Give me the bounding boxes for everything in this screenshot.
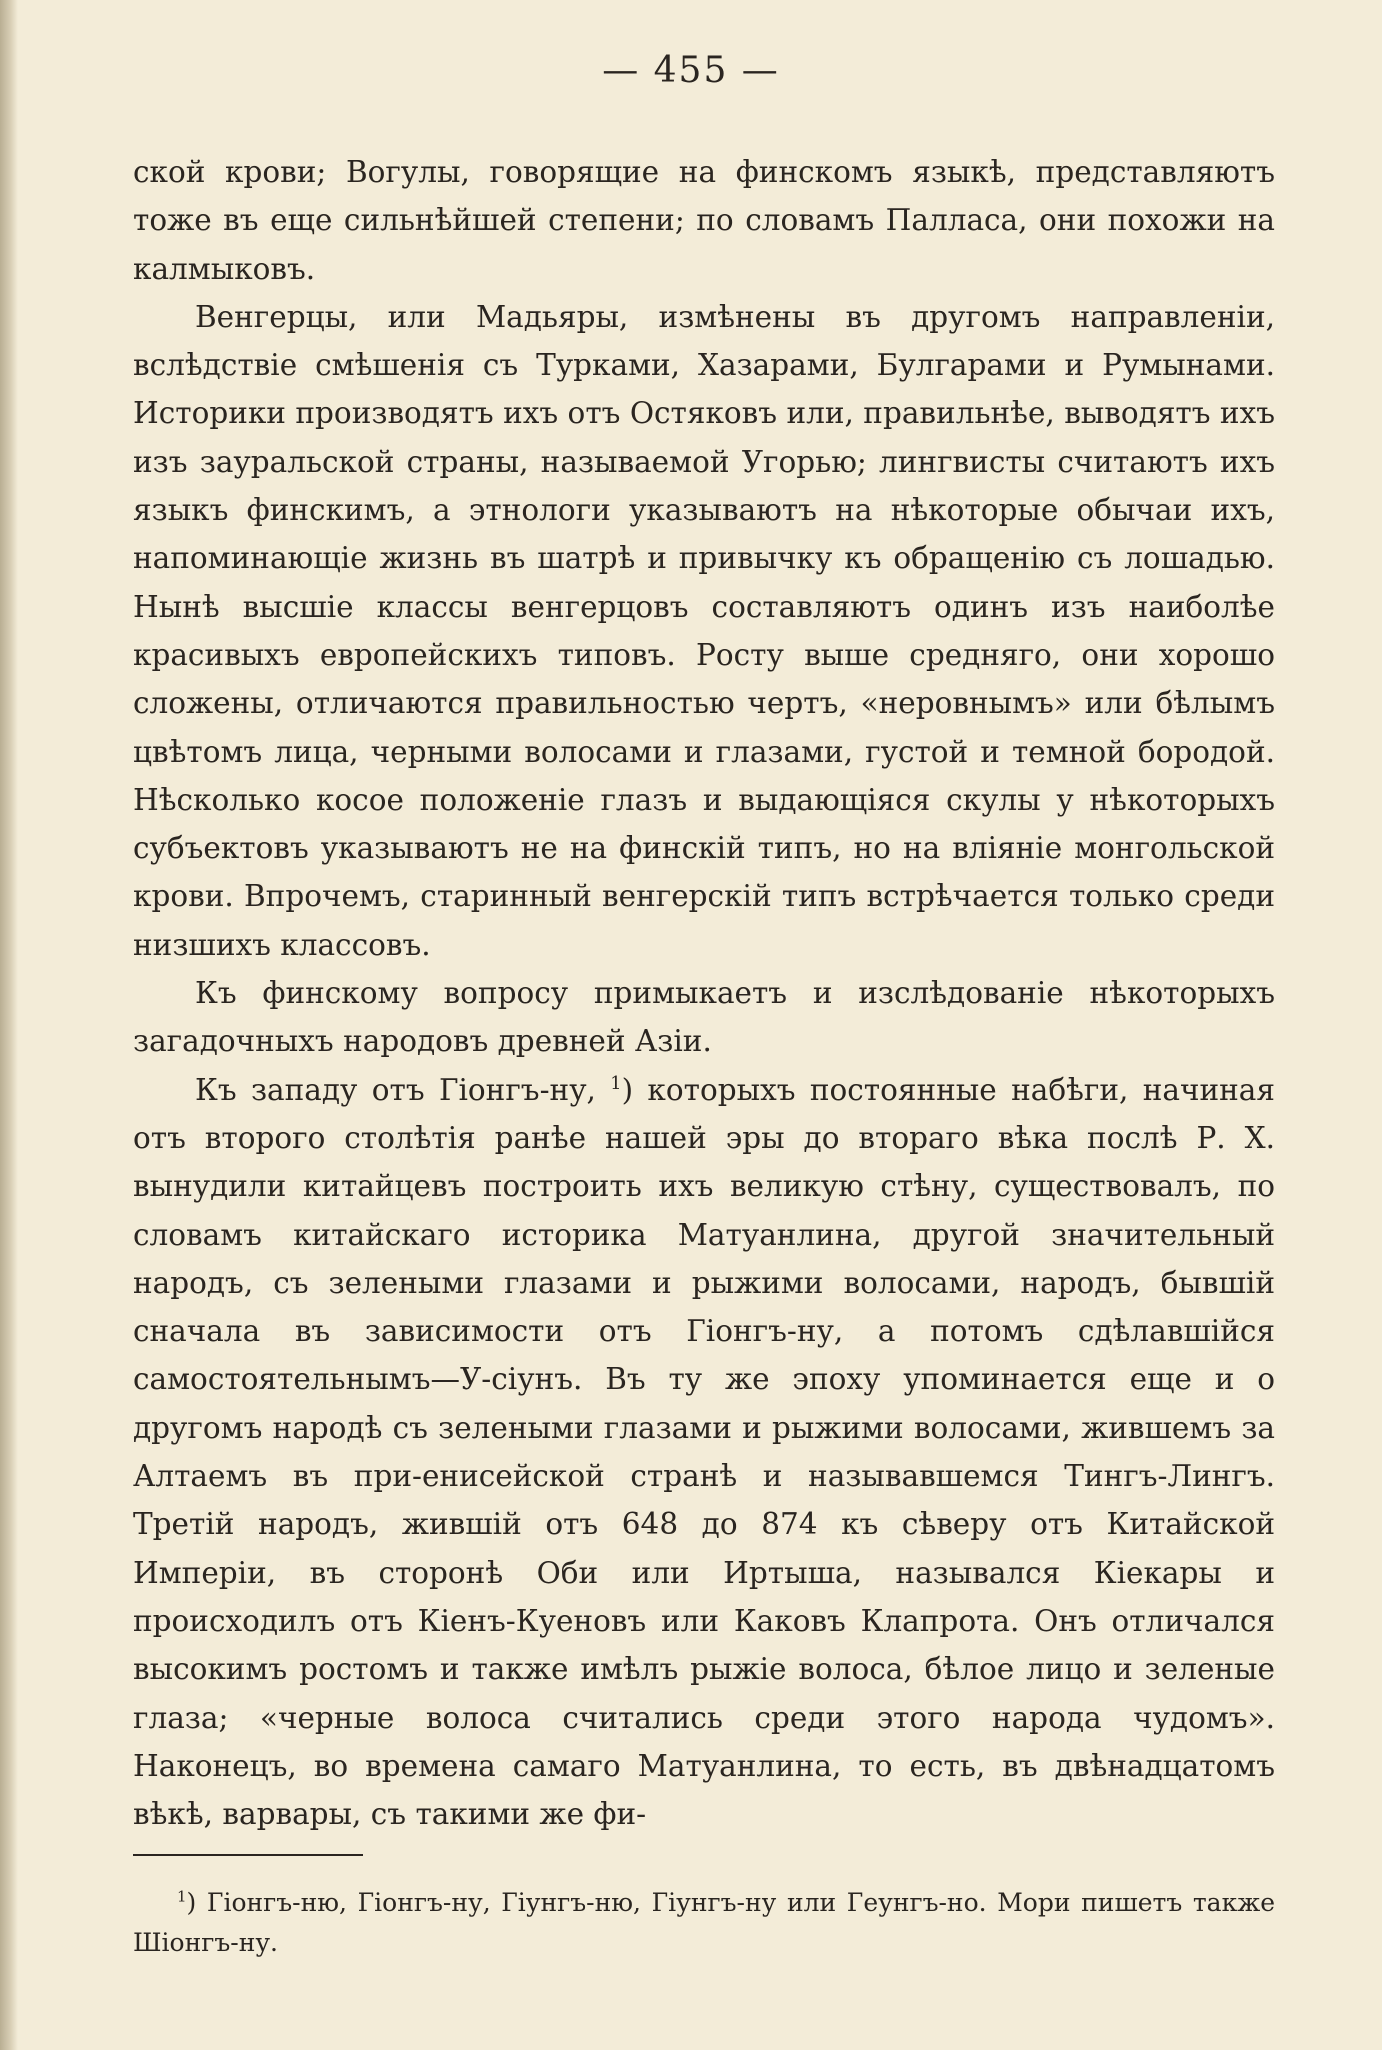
paragraph-4 <box>133 1066 1275 1839</box>
paragraph-1: ской крови; Вогулы, говорящие на финскомъ языкѣ, представляютъ тоже въ еще сильнѣйшей степени; по словамъ Палласа, они похожи на калмыковъ. <box>133 155 1275 286</box>
footnote-divider <box>133 1854 363 1856</box>
footnote-reference: 1 <box>610 1073 622 1094</box>
book-spine-shadow <box>0 0 18 2050</box>
footnote-text: ) Гіонгъ-ню, Гіонгъ-ну, Гіунгъ-ню, Гіунгъ-ну или Геунгъ-но. Мори пишетъ также Шіонгъ-ну. <box>133 1888 1275 1957</box>
page-body <box>133 148 1275 1838</box>
page-number: — 455 — <box>602 50 780 91</box>
paragraph-3: Къ финскому вопросу примыкаетъ и изслѣдованіе нѣкоторыхъ загадочныхъ народовъ древней Азіи. <box>133 976 1275 1059</box>
footnote <box>133 1883 1275 1963</box>
paragraph-4-body: ) которыхъ постоянные набѣги, начиная отъ второго столѣтія ранѣе нашей эры до втораго вѣка послѣ Р. Х. вынудили китайцевъ построить ихъ великую стѣну, существовалъ, по словамъ китайскаго историка Матуанлина, другой значительный народъ, съ зелеными глазами и рыжими волосами, народъ, бывшій сначала въ зависимости отъ Гіонгъ-ну, а потомъ сдѣлавшійся самостоятельнымъ—У-сіунъ. Въ ту же эпоху упоминается еще и о другомъ народѣ съ зелеными глазами и рыжими волосами, жившемъ за Алтаемъ въ при-енисейской странѣ и называвшемся Тингъ-Лингъ. Третій народъ, жившій отъ 648 до 874 къ сѣверу отъ Китайской Имперіи, въ сторонѣ Оби или Иртыша, назывался Кіекары и происходилъ отъ Кіенъ-Куеновъ или Каковъ Клапрота. Онъ отличался высокимъ ростомъ и также имѣлъ рыжіе волоса, бѣлое лицо и зеленые глаза; «черные волоса считались среди этого народа чудомъ». Наконецъ, во времена самаго Матуанлина, то есть, въ двѣнадцатомъ вѣкѣ, варвары, съ такими же фи- <box>133 1072 1275 1832</box>
paragraph-4-lead: Къ западу отъ Гіонгъ-ну, <box>195 1072 611 1107</box>
paragraph-2: Венгерцы, или Мадьяры, измѣнены въ другомъ направленіи, вслѣдствіе смѣшенія съ Турками, Хазарами, Булгарами и Румынами. Историки производятъ ихъ отъ Остяковъ или, правильнѣе, выводятъ ихъ изъ зауральской страны, называемой Угорью; лингвисты считаютъ ихъ языкъ финскимъ, а этнологи указываютъ на нѣкоторые обычаи ихъ, напоминающіе жизнь въ шатрѣ и привычку къ обращенію съ лошадью. Нынѣ высшіе классы венгерцовъ составляютъ одинъ изъ наиболѣе красивыхъ европейскихъ типовъ. Росту выше средняго, они хорошо сложены, отличаются правильностью чертъ, «неровнымъ» или бѣлымъ цвѣтомъ лица, черными волосами и глазами, густой и темной бородой. Нѣсколько косое положеніе глазъ и выдающіяся скулы у нѣкоторыхъ субъектовъ указываютъ не на финскій типъ, но на вліяніе монгольской крови. Впрочемъ, старинный венгерскій типъ встрѣчается только среди низшихъ классовъ. <box>133 299 1275 962</box>
footnote-mark: 1 <box>177 1887 187 1906</box>
